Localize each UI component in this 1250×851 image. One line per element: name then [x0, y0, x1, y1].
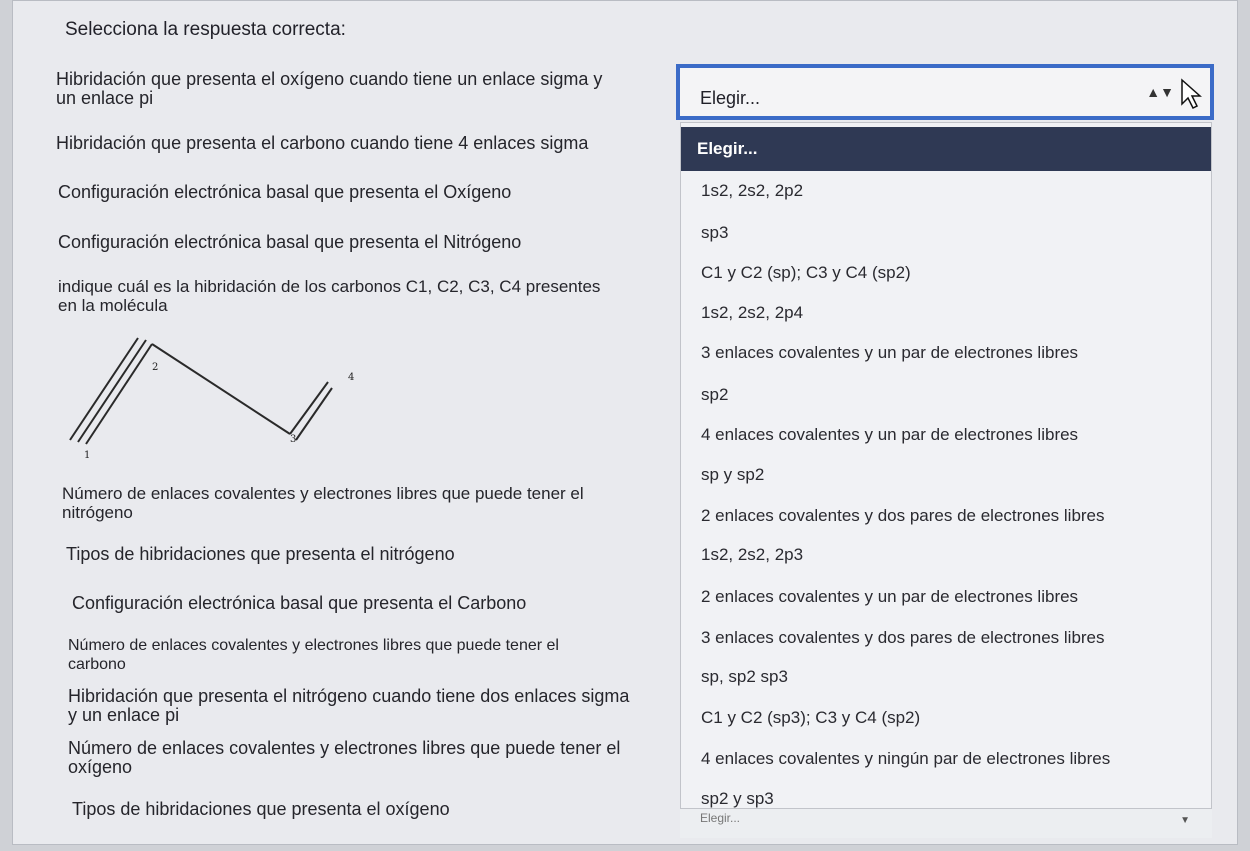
- dropdown-option[interactable]: C1 y C2 (sp3); C3 y C4 (sp2): [701, 708, 921, 727]
- dropdown-option[interactable]: C1 y C2 (sp); C3 y C4 (sp2): [701, 263, 911, 282]
- question-2: Hibridación que presenta el carbono cuando tiene 4 enlaces sigma: [56, 133, 589, 153]
- question-10: Hibridación que presenta el nitrógeno cuando tiene dos enlaces sigma y un enlace pi: [68, 686, 630, 725]
- dropdown-option[interactable]: sp2: [701, 385, 729, 404]
- question-4: Configuración electrónica basal que presenta el Nitrógeno: [58, 232, 522, 252]
- answer-select-1[interactable]: [676, 64, 1214, 120]
- question-9: Número de enlaces covalentes y electrones libres que puede tener el carbono: [68, 637, 559, 673]
- question-7: Tipos de hibridaciones que presenta el nitrógeno: [66, 544, 455, 564]
- molecule-diagram: [60, 330, 360, 470]
- select-arrows-icon: ▲▼: [1146, 84, 1174, 100]
- dropdown-option[interactable]: 1s2, 2s2, 2p4: [701, 303, 804, 322]
- dropdown-option-highlighted[interactable]: Elegir...: [681, 127, 1211, 171]
- dropdown-option[interactable]: 2 enlaces covalentes y un par de electrones libres: [701, 587, 1079, 606]
- select-value: Elegir...: [700, 811, 741, 825]
- dropdown-option[interactable]: 4 enlaces covalentes y ningún par de electrones libres: [701, 749, 1111, 768]
- question-6: Número de enlaces covalentes y electrones libres que puede tener el nitrógeno: [62, 484, 584, 522]
- dropdown-option[interactable]: 2 enlaces covalentes y dos pares de electrones libres: [701, 506, 1105, 525]
- dropdown-option[interactable]: sp, sp2 sp3: [701, 667, 788, 686]
- question-5: indique cuál es la hibridación de los carbonos C1, C2, C3, C4 presentes en la molécula: [58, 277, 601, 315]
- carbon-label-3: 3: [290, 434, 297, 445]
- question-8: Configuración electrónica basal que presenta el Carbono: [72, 593, 527, 613]
- select-value: Elegir...: [700, 88, 761, 108]
- chevron-down-icon: ▼: [1180, 815, 1190, 826]
- dropdown-option[interactable]: sp3: [701, 223, 729, 242]
- carbon-label-2: 2: [152, 362, 159, 373]
- question-3: Configuración electrónica basal que presenta el Oxígeno: [58, 182, 512, 202]
- question-12: Tipos de hibridaciones que presenta el oxígeno: [72, 799, 450, 819]
- carbon-label-1: 1: [84, 450, 91, 461]
- dropdown-option[interactable]: 1s2, 2s2, 2p3: [701, 545, 804, 564]
- mouse-cursor-icon: [1178, 78, 1208, 110]
- dropdown-option[interactable]: 1s2, 2s2, 2p2: [701, 181, 804, 200]
- dropdown-option[interactable]: 4 enlaces covalentes y un par de electrones libres: [701, 425, 1079, 444]
- dropdown-option[interactable]: sp y sp2: [701, 465, 765, 484]
- instruction-text: Selecciona la respuesta correcta:: [65, 19, 346, 40]
- dropdown-option[interactable]: 3 enlaces covalentes y dos pares de electrones libres: [701, 628, 1105, 647]
- dropdown-option[interactable]: sp2 y sp3: [701, 789, 774, 808]
- dropdown-list: [680, 122, 1212, 822]
- question-1: Hibridación que presenta el oxígeno cuando tiene un enlace sigma y un enlace pi: [56, 69, 603, 108]
- question-11: Número de enlaces covalentes y electrones libres que puede tener el oxígeno: [68, 738, 621, 777]
- carbon-label-4: 4: [348, 372, 355, 383]
- dropdown-option[interactable]: 3 enlaces covalentes y un par de electrones libres: [701, 343, 1079, 362]
- answer-select-last[interactable]: [680, 808, 1212, 838]
